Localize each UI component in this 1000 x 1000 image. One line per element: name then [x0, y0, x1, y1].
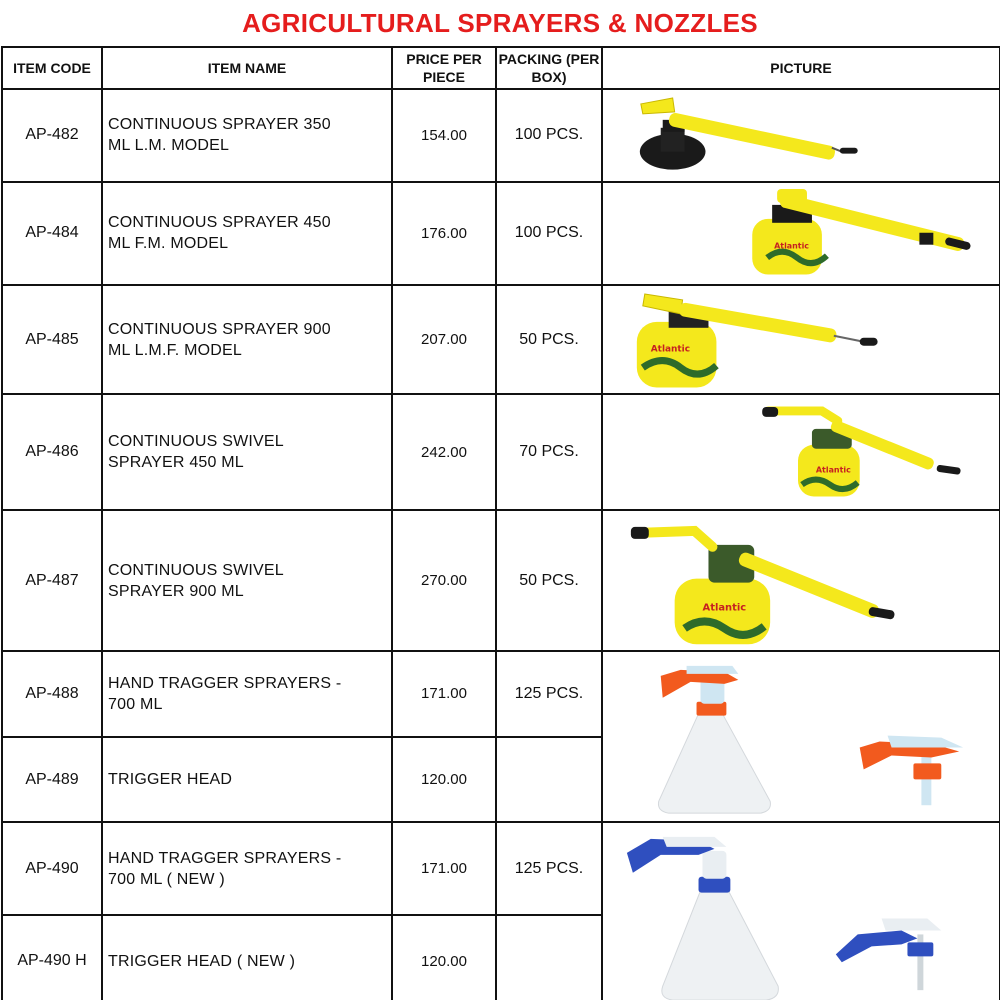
item-name — [102, 89, 392, 182]
item-name-line2: ML L.M. MODEL — [108, 137, 230, 155]
item-packing: 100 PCS. — [496, 182, 602, 285]
item-name-line1: CONTINUOUS SPRAYER 450 — [108, 214, 331, 232]
item-name — [102, 822, 392, 915]
swivel-sprayer-900-image — [603, 511, 999, 650]
item-name — [102, 651, 392, 737]
item-name — [102, 510, 392, 651]
item-packing: 100 PCS. — [496, 89, 602, 182]
header-item-code: ITEM CODE — [2, 47, 102, 89]
brand-label: Atlantic — [815, 466, 851, 476]
item-code: AP-484 — [2, 182, 102, 285]
item-packing — [496, 737, 602, 823]
item-code: AP-486 — [2, 394, 102, 509]
item-code: AP-487 — [2, 510, 102, 651]
swivel-sprayer-450-image — [603, 395, 999, 508]
item-price: 171.00 — [392, 822, 496, 915]
item-name — [102, 182, 392, 285]
table-header-row — [2, 47, 1000, 89]
item-name-line2: SPRAYER 900 ML — [108, 582, 244, 600]
item-packing: 125 PCS. — [496, 822, 602, 915]
table-row — [2, 822, 1000, 915]
item-name-line1: CONTINUOUS SWIVEL — [108, 561, 284, 579]
item-packing — [496, 915, 602, 1000]
table-row — [2, 651, 1000, 737]
item-name-line2: 700 ML — [108, 695, 163, 713]
item-name-line1: CONTINUOUS SPRAYER 350 — [108, 116, 331, 134]
product-picture — [602, 651, 1000, 822]
product-picture — [602, 89, 1000, 182]
item-name-line2: ML F.M. MODEL — [108, 235, 229, 253]
item-code: AP-490 — [2, 822, 102, 915]
item-name-line1: CONTINUOUS SPRAYER 900 — [108, 320, 331, 338]
item-name-line2: SPRAYER 450 ML — [108, 454, 244, 472]
brand-label: Atlantic — [774, 241, 810, 251]
item-price: 171.00 — [392, 651, 496, 737]
item-packing: 70 PCS. — [496, 394, 602, 509]
header-item-name: ITEM NAME — [102, 47, 392, 89]
trigger-sprayer-blue-image — [603, 823, 999, 1000]
sprayer-350-image — [603, 90, 999, 181]
item-price: 176.00 — [392, 182, 496, 285]
sprayer-450-image — [603, 183, 999, 284]
item-name — [102, 285, 392, 394]
table-row — [2, 182, 1000, 285]
product-picture — [602, 394, 1000, 509]
header-picture: PICTURE — [602, 47, 1000, 89]
brand-label: Atlantic — [650, 344, 691, 355]
item-name-line2: 700 ML ( NEW ) — [108, 870, 225, 888]
item-code: AP-490 H — [2, 915, 102, 1000]
item-packing: 50 PCS. — [496, 510, 602, 651]
item-name — [102, 737, 392, 823]
page-title: AGRICULTURAL SPRAYERS & NOZZLES — [242, 7, 758, 38]
item-name — [102, 394, 392, 509]
item-code: AP-488 — [2, 651, 102, 737]
item-name-line1: TRIGGER HEAD — [108, 771, 233, 789]
product-picture — [602, 285, 1000, 394]
item-name-line1: TRIGGER HEAD ( NEW ) — [108, 952, 296, 970]
brand-label: Atlantic — [702, 602, 747, 614]
item-price: 242.00 — [392, 394, 496, 509]
item-name-line2: ML L.M.F. MODEL — [108, 341, 242, 359]
header-packing: PACKING (PER BOX) — [496, 47, 602, 89]
item-code: AP-482 — [2, 89, 102, 182]
item-name — [102, 915, 392, 1000]
product-picture — [602, 510, 1000, 651]
table-row — [2, 285, 1000, 394]
item-code: AP-489 — [2, 737, 102, 823]
item-price: 120.00 — [392, 737, 496, 823]
product-picture — [602, 822, 1000, 1000]
item-name-line1: HAND TRAGGER SPRAYERS - — [108, 674, 342, 692]
sprayer-900-image — [603, 286, 999, 393]
item-packing: 125 PCS. — [496, 651, 602, 737]
item-price: 154.00 — [392, 89, 496, 182]
table-row — [2, 89, 1000, 182]
table-row — [2, 510, 1000, 651]
table-row — [2, 394, 1000, 509]
item-packing: 50 PCS. — [496, 285, 602, 394]
item-price: 207.00 — [392, 285, 496, 394]
item-code: AP-485 — [2, 285, 102, 394]
item-price: 120.00 — [392, 915, 496, 1000]
item-name-line1: HAND TRAGGER SPRAYERS - — [108, 849, 342, 867]
header-price: PRICE PER PIECE — [392, 47, 496, 89]
trigger-sprayer-orange-image — [603, 652, 999, 821]
product-table — [1, 46, 1000, 1000]
item-name-line1: CONTINUOUS SWIVEL — [108, 433, 284, 451]
item-price: 270.00 — [392, 510, 496, 651]
product-picture — [602, 182, 1000, 285]
